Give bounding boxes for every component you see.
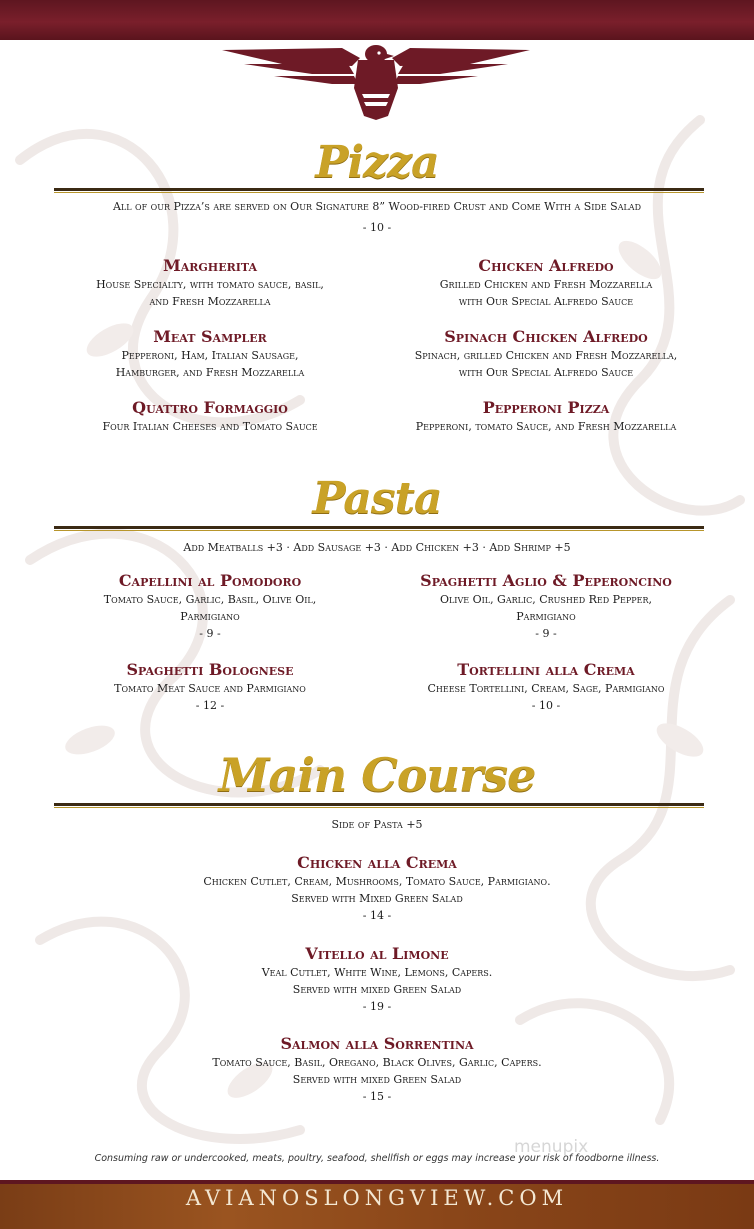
- eagle-icon: [222, 44, 530, 120]
- item-price: - 10 -: [531, 699, 561, 712]
- item-name: Chicken alla Crema: [297, 853, 457, 872]
- item-price: - 15 -: [362, 1090, 392, 1103]
- item-description: Hamburger, and Fresh Mozzarella: [115, 366, 305, 379]
- item-description: Four Italian Cheeses and Tomato Sauce: [102, 420, 318, 433]
- foodborne-illness-disclaimer: Consuming raw or undercooked, meats, poultry, seafood, shellfish or eggs may increase your risk of foodborne illness.: [94, 1153, 660, 1164]
- pizza-note: All of our Pizza’s are served on Our Signature 8” Wood-fired Crust and Come With a Side Salad: [112, 200, 641, 213]
- item-description: Tomato Meat Sauce and Parmigiano: [114, 682, 306, 695]
- item-description: Veal Cutlet, White Wine, Lemons, Capers.: [261, 966, 493, 979]
- item-price: - 9 -: [535, 627, 557, 640]
- item-name: Chicken Alfredo: [478, 256, 614, 275]
- item-name: Vitello al Limone: [305, 944, 449, 963]
- item-name: Tortellini alla Crema: [457, 660, 635, 679]
- menu-item-tortellini-alla-crema: [374, 660, 718, 714]
- item-description: and Fresh Mozzarella: [149, 295, 271, 308]
- item-name: Margherita: [163, 256, 257, 275]
- item-description: Olive Oil, Garlic, Crushed Red Pepper,: [439, 593, 653, 606]
- item-description: Spinach, grilled Chicken and Fresh Mozzarella,: [414, 349, 678, 362]
- item-price: - 19 -: [362, 1000, 392, 1013]
- item-description: Parmigiano: [516, 610, 576, 623]
- menu-item-meat-sampler: [40, 327, 380, 381]
- item-description: Served with mixed Green Salad: [292, 983, 462, 996]
- item-price: - 14 -: [362, 909, 392, 922]
- menu-item-spaghetti-bolognese: [40, 660, 380, 714]
- top-band: [0, 0, 754, 40]
- menu-item-quattro-formaggio: [40, 398, 380, 435]
- item-description: Tomato Sauce, Basil, Oregano, Black Olives, Garlic, Capers.: [212, 1056, 542, 1069]
- item-name: Spaghetti Bolognese: [126, 660, 294, 679]
- item-name: Quattro Formaggio: [132, 398, 288, 417]
- pizza-section-title: Pizza: [315, 137, 439, 188]
- item-description: with Our Special Alfredo Sauce: [458, 366, 634, 379]
- menu-item-margherita: [40, 256, 380, 310]
- item-price: - 12 -: [195, 699, 225, 712]
- item-name: Pepperoni Pizza: [482, 398, 610, 417]
- item-description: Pepperoni, tomato Sauce, and Fresh Mozzarella: [415, 420, 677, 433]
- menu-item-pepperoni-pizza: [374, 398, 718, 435]
- item-description: Tomato Sauce, Garlic, Basil, Olive Oil,: [103, 593, 317, 606]
- menu-item-capellini-al-pomodoro: [40, 571, 380, 642]
- pizza-price: - 10 -: [362, 221, 392, 234]
- main-course-divider: [54, 803, 704, 806]
- pasta-addons-note: Add Meatballs +3 · Add Sausage +3 · Add Chicken +3 · Add Shrimp +5: [183, 541, 571, 554]
- item-name: Capellini al Pomodoro: [118, 571, 302, 590]
- menu-item-salmon-alla-sorrentina: [77, 1034, 677, 1105]
- item-description: Pepperoni, Ham, Italian Sausage,: [121, 349, 299, 362]
- main-course-note: Side of Pasta +5: [331, 818, 423, 831]
- menu-item-spinach-chicken-alfredo: [374, 327, 718, 381]
- item-description: with Our Special Alfredo Sauce: [458, 295, 634, 308]
- item-name: Salmon alla Sorrentina: [280, 1034, 474, 1053]
- item-description: Served with Mixed Green Salad: [291, 892, 463, 905]
- item-name: Spaghetti Aglio & Peperoncino: [420, 571, 672, 590]
- item-name: Meat Sampler: [153, 327, 267, 346]
- menu-item-vitello-al-limone: [77, 944, 677, 1015]
- menu-item-chicken-alfredo: [374, 256, 718, 310]
- pasta-divider: [54, 526, 704, 529]
- item-name: Spinach Chicken Alfredo: [444, 327, 648, 346]
- menu-item-chicken-alla-crema: [77, 853, 677, 924]
- item-description: Grilled Chicken and Fresh Mozzarella: [439, 278, 653, 291]
- main-course-section-title: Main Course: [218, 748, 536, 802]
- watermark: menupix: [514, 1137, 589, 1157]
- item-description: House Specialty, with tomato sauce, basil,: [96, 278, 324, 291]
- pasta-section-title: Pasta: [312, 473, 442, 524]
- menu-item-spaghetti-aglio-peperoncino: [374, 571, 718, 642]
- pizza-divider: [54, 188, 704, 191]
- item-description: Cheese Tortellini, Cream, Sage, Parmigiano: [427, 682, 665, 695]
- website-link[interactable]: AVIANOSLONGVIEW.COM: [185, 1186, 569, 1210]
- item-description: Chicken Cutlet, Cream, Mushrooms, Tomato Sauce, Parmigiano.: [203, 875, 551, 888]
- item-description: Served with mixed Green Salad: [292, 1073, 462, 1086]
- item-description: Parmigiano: [180, 610, 240, 623]
- item-price: - 9 -: [199, 627, 221, 640]
